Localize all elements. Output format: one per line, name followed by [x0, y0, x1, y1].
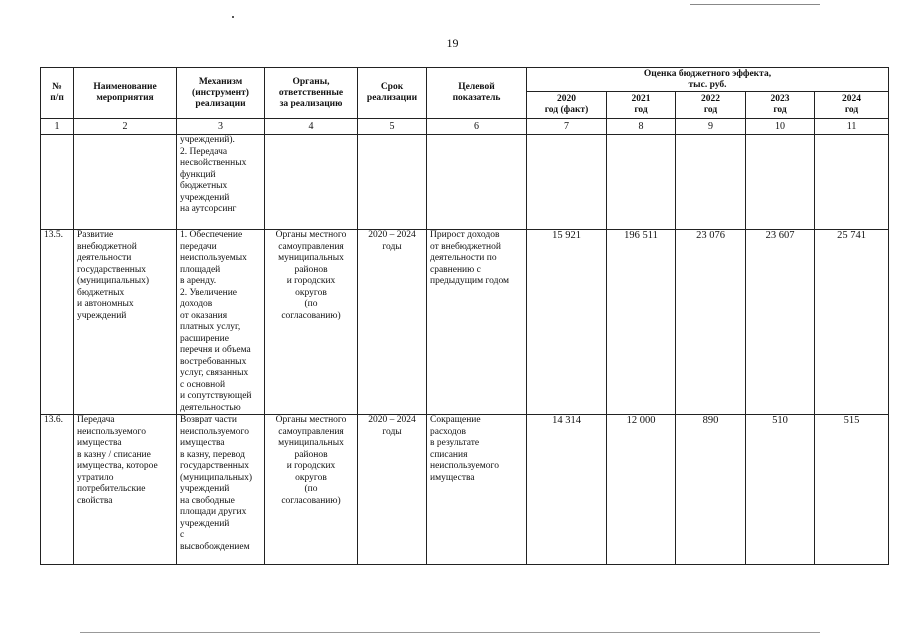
header-year-2022: 2022 год	[676, 92, 746, 119]
column-number: 3	[177, 119, 265, 135]
cell-empty	[358, 135, 427, 230]
cell-value-2022: 890	[676, 415, 746, 565]
cell-name: Развитие внебюджетной деятельности государственных (муниципальных) бюджетных и автономных учреждений	[74, 230, 177, 415]
column-number: 1	[41, 119, 74, 135]
cell-term: 2020 – 2024 годы	[358, 230, 427, 415]
column-number-row	[41, 119, 889, 135]
cell-value-2022: 23 076	[676, 230, 746, 415]
cell-target: Сокращение расходов в результате списания неиспользуемого имущества	[427, 415, 527, 565]
column-number: 7	[527, 119, 607, 135]
cell-bodies: Органы местного самоуправления муниципальных районов и городских округов (по согласованию)	[265, 415, 358, 565]
header-year-2023: 2023 год	[746, 92, 815, 119]
cell-name: Передача неиспользуемого имущества в казну / списание имущества, которое утратило потребительские свойства	[74, 415, 177, 565]
table-row-continuation	[41, 135, 889, 230]
header-num: № п/п	[41, 68, 74, 119]
header-year-2021: 2021 год	[607, 92, 676, 119]
cell-value-2021: 12 000	[607, 415, 676, 565]
cell-target: Прирост доходов от внебюджетной деятельности по сравнению с предыдущим годом	[427, 230, 527, 415]
cell-value-2020: 14 314	[527, 415, 607, 565]
cell-empty	[427, 135, 527, 230]
cell-empty	[527, 135, 607, 230]
cell-empty	[41, 135, 74, 230]
page-number: 19	[446, 36, 459, 50]
budget-effect-table	[40, 67, 889, 565]
cell-empty	[74, 135, 177, 230]
cell-value-2020: 15 921	[527, 230, 607, 415]
column-number: 2	[74, 119, 177, 135]
cell-num: 13.6.	[41, 415, 74, 565]
table-row	[41, 415, 889, 565]
cell-mechanism: 1. Обеспечение передачи неиспользуемых площадей в аренду. 2. Увеличение доходов от оказания платных услуг, расширение перечня и объема востребованных услуг, связанных с основной и сопутствующей деятельностью	[177, 230, 265, 415]
cell-mechanism: учреждений). 2. Передача несвойственных функций бюджетных учреждений на аутсорсинг	[177, 135, 265, 230]
header-year-2024: 2024 год	[815, 92, 889, 119]
header-budget-effect: Оценка бюджетного эффекта, тыс. руб.	[527, 68, 889, 92]
column-number: 6	[427, 119, 527, 135]
column-number: 5	[358, 119, 427, 135]
column-number: 11	[815, 119, 889, 135]
cell-mechanism: Возврат части неиспользуемого имущества в казну, перевод государственных (муниципальных) учреждений на свободные площади других учреждений с высвобождением	[177, 415, 265, 565]
column-number: 8	[607, 119, 676, 135]
table-row	[41, 230, 889, 415]
scan-artifact-top-line	[690, 4, 820, 5]
cell-value-2024: 25 741	[815, 230, 889, 415]
scan-artifact-bottom-line	[80, 632, 820, 633]
column-number: 4	[265, 119, 358, 135]
cell-num: 13.5.	[41, 230, 74, 415]
header-term: Срок реализации	[358, 68, 427, 119]
column-number: 10	[746, 119, 815, 135]
cell-term: 2020 – 2024 годы	[358, 415, 427, 565]
cell-value-2023: 23 607	[746, 230, 815, 415]
cell-empty	[676, 135, 746, 230]
cell-empty	[746, 135, 815, 230]
cell-empty	[815, 135, 889, 230]
cell-empty	[607, 135, 676, 230]
cell-value-2024: 515	[815, 415, 889, 565]
header-target: Целевой показатель	[427, 68, 527, 119]
column-number: 9	[676, 119, 746, 135]
header-name: Наименование мероприятия	[74, 68, 177, 119]
cell-empty	[265, 135, 358, 230]
cell-value-2023: 510	[746, 415, 815, 565]
header-year-2020: 2020 год (факт)	[527, 92, 607, 119]
cell-bodies: Органы местного самоуправления муниципальных районов и городских округов (по согласованию)	[265, 230, 358, 415]
cell-value-2021: 196 511	[607, 230, 676, 415]
scan-artifact-dot	[232, 16, 234, 18]
table-header-row	[41, 68, 889, 92]
header-bodies: Органы, ответственные за реализацию	[265, 68, 358, 119]
header-mechanism: Механизм (инструмент) реализации	[177, 68, 265, 119]
